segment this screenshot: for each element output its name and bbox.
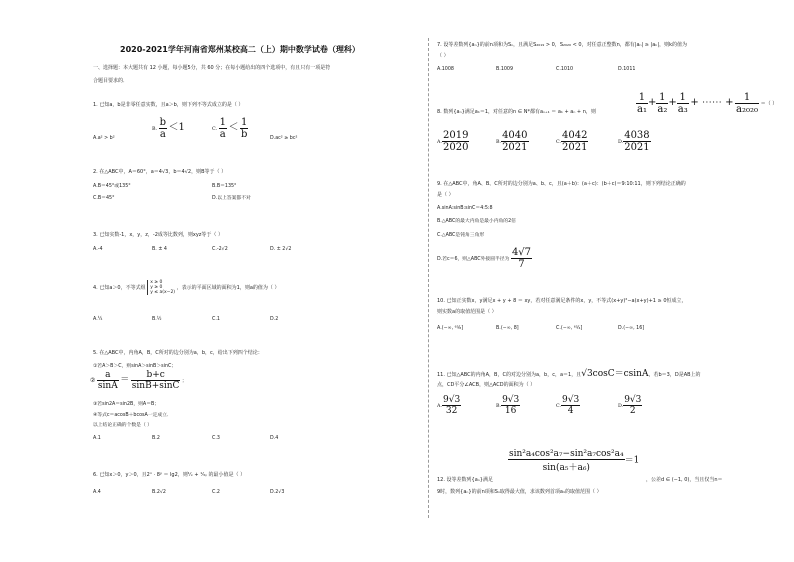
q3-option-b: B. ± 4 bbox=[152, 247, 167, 252]
q1-option-d: D.ac² ≥ bc² bbox=[270, 136, 298, 141]
question-9-stem-cont: 是（ ） bbox=[437, 192, 454, 198]
q6-option-d: D.2√3 bbox=[270, 490, 285, 495]
q8-option-a: A. $\frac{2019}{2020}$ bbox=[437, 130, 469, 153]
question-7-stem-cont: （ ） bbox=[437, 53, 449, 59]
q8-option-b: B. $\frac{4040}{2021}$ bbox=[496, 130, 528, 153]
q3-option-d: D. ± 2√2 bbox=[270, 247, 292, 252]
question-12-stem-cont: 9时，数列{aₙ}的前n项和Sₙ取得最大值，求该数列首项a₁的取值范围（ ） bbox=[437, 489, 602, 495]
q9-option-b: B.△ABC的最大内角是最小内角的2倍 bbox=[437, 219, 516, 224]
question-10-stem-cont: 则实数a的取值范围是（ ） bbox=[437, 309, 497, 315]
q5-tail: 以上结论正确的个数是（ ） bbox=[93, 423, 153, 428]
q4-option-b: B.½ bbox=[152, 317, 162, 322]
question-5-stem: 5. 在△ABC中，内角A，B，C所对的边分别为a，b，c，给出下列四个结论： bbox=[93, 350, 263, 356]
q4-inequality-1: x ≥ 0 bbox=[150, 280, 163, 285]
q12-condition-fraction: $\frac{\text{sin²a₄cos²a₇−sin²a₇cos²a₄}}{\text{sin(a₅＋a₆)}}$ ＝1 bbox=[509, 449, 640, 473]
q5-conclusion-4: ④等式c＝acosB＋bcosA一定成立． bbox=[93, 413, 172, 418]
q9-option-a: A.sinA:sinB:sinC＝4:5:8 bbox=[437, 206, 493, 211]
q4-option-a: A.¼ bbox=[93, 317, 103, 322]
q7-option-b: B.1009 bbox=[496, 67, 514, 72]
q2-option-a: A.B＝45°或135° bbox=[93, 184, 131, 189]
q4-inequality-2: y ≥ 0 bbox=[150, 285, 163, 290]
q9-option-d: D.若c＝6，则△ABC外接圆半径为 $\frac{4√7}{7}$ bbox=[437, 247, 532, 270]
q11-option-d: D. $\frac{9√3}{2}$ bbox=[618, 395, 642, 416]
q4-option-c: C.1 bbox=[212, 317, 220, 322]
question-3-stem: 3. 已知实数-1，x，y，z，-2成等比数列，则xyz等于（ ） bbox=[93, 232, 224, 238]
q5-conclusion-2: ② $\frac{a}{\sin A}$ ＝ $\frac{b+c}{\sin B+\sin C}$ ； bbox=[90, 370, 187, 391]
q2-option-d: D.以上答案都不对 bbox=[212, 196, 251, 201]
q6-option-c: C.2 bbox=[212, 490, 220, 495]
q6-option-a: A.4 bbox=[93, 490, 101, 495]
q1-option-a: A.a² > b² bbox=[93, 136, 115, 141]
q1-option-b: B. $\frac{b}{a}$ ＜1 bbox=[152, 117, 185, 140]
q5-conclusion-1: ①若A＞B＞C，则sinA＞sinB＞sinC； bbox=[93, 364, 177, 369]
q8-sum-expression: $\frac{1}{\text{a₁}}$ + $\frac{1}{\text{a₂}}$ + $\frac{1}{\text{a₃}}$ + ⋯⋯ + $\frac{1}{\text{a₂₀₂₀}}$ ＝（ ） bbox=[637, 92, 778, 115]
q5-option-d: D.4 bbox=[270, 436, 279, 441]
question-7-stem: 7. 设等差数列{aₙ}的前n项和为Sₙ，且满足S₂₀₁₉ > 0，S₂₀₂₀ < 0，对任意正整数n，都有|aₙ| ≥ |aₖ|，则k的值为 bbox=[437, 42, 688, 48]
q4-option-d: D.2 bbox=[270, 317, 279, 322]
question-4-stem: 4. 已知a＞0，不等式组 x ≥ 0 y ≥ 0 y ≤ a(x−2) ，表示的平面区域的面积为1，则a的值为（ ） bbox=[93, 280, 280, 295]
q5-option-b: B.2 bbox=[152, 436, 160, 441]
question-12-stem-b: ，公差d ∈ (−1, 0)，当且仅当n＝ bbox=[646, 477, 723, 483]
question-12-stem-a: 12. 设等差数列{aₙ}满足 bbox=[437, 477, 493, 483]
q11-option-c: C. $\frac{9√3}{4}$ bbox=[556, 395, 580, 416]
section-heading-cont: 合题目要求的． bbox=[93, 78, 129, 84]
question-9-stem: 9. 在△ABC中，角A、B、C所对的边分别为a、b、c，且(a＋b)：(a＋c)：(b＋c)＝9:10:11，则下列结论正确的 bbox=[437, 181, 686, 187]
page-title: 2020-2021学年河南省郑州某校高二（上）期中数学试卷（理科） bbox=[120, 45, 360, 54]
q2-option-c: C.B＝45° bbox=[93, 196, 115, 201]
q2-option-b: B.B＝135° bbox=[212, 184, 237, 189]
q4-inequality-3: y ≤ a(x−2) bbox=[150, 290, 176, 295]
q11-option-b: B. $\frac{9√3}{16}$ bbox=[496, 395, 520, 416]
q9-option-c: C.△ABC是钝角三角形 bbox=[437, 233, 485, 238]
q10-option-d: D.(−∞, 16] bbox=[618, 326, 645, 331]
q6-option-b: B.2√2 bbox=[152, 490, 166, 495]
q7-option-c: C.1010 bbox=[556, 67, 574, 72]
question-10-stem: 10. 已知正实数x，y满足x + y + 8 ＝ xy，若对任意满足条件的x，y，不等式(x+y)²−a(x+y)+1 ≥ 0恒成立， bbox=[437, 298, 687, 304]
q5-option-a: A.1 bbox=[93, 436, 101, 441]
q7-option-a: A.1008 bbox=[437, 67, 454, 72]
q10-option-a: A.(−∞, ⁶⁵⁄₈] bbox=[437, 326, 464, 331]
question-6-stem: 6. 已知x＞0，y＞0，且2ˣ · 8ʸ ＝ lg2，则¹⁄ₓ + ¹⁄₃ᵧ 的最小值是（ ） bbox=[93, 472, 246, 478]
q8-option-d: D. $\frac{4038}{2021}$ bbox=[618, 130, 650, 153]
q3-option-a: A.-4 bbox=[93, 247, 103, 252]
column-divider bbox=[428, 38, 429, 518]
q8-option-c: C. $\frac{4042}{2021}$ bbox=[556, 130, 588, 153]
q10-option-b: B.(−∞, 8] bbox=[496, 326, 519, 331]
section-heading: 一、选择题：本大题共有 12 小题，每小题5分，共 60 分；在每小题给出的四个选项中，有且只有一项是符 bbox=[93, 65, 331, 71]
question-11-stem: 11. 已知△ABC的内角A，B，C的对边分别为a，b，c，a＝1，且√3cosC＝csinA，若b＝3，D是AB上的 bbox=[437, 369, 701, 379]
q11-condition: √3cosC＝csinA bbox=[581, 369, 649, 379]
q5-option-c: C.3 bbox=[212, 436, 220, 441]
q5-conclusion-3: ③若sin2A＝sin2B，则A＝B； bbox=[93, 402, 160, 407]
q10-option-c: C.(−∞, ⁶⁵⁄₄] bbox=[556, 326, 583, 331]
question-11-stem-cont: 点，CD平分∠ACB，则△ACD的面积为（ ） bbox=[437, 382, 536, 388]
q7-option-d: D.1011 bbox=[618, 67, 636, 72]
question-2-stem: 2. 在△ABC中，A＝60°，a＝4√3，b＝4√2，则B等于（ ） bbox=[93, 169, 227, 175]
q11-option-a: A. $\frac{9√3}{32}$ bbox=[437, 395, 461, 416]
q3-option-c: C.-2√2 bbox=[212, 247, 228, 252]
q1-option-c: C. $\frac{1}{a}$ ＜ $\frac{1}{b}$ bbox=[212, 117, 248, 140]
question-8-stem: 8. 数列{aₙ}满足a₁＝1，对任意的n ∈ N*都有aₙ₊₁ ＝ a₁ + aₙ + n，则 bbox=[437, 109, 596, 115]
question-1-stem: 1. 已知a，b是非零任意实数，且a＞b，则下列不等式成立的是（ ） bbox=[93, 102, 244, 108]
